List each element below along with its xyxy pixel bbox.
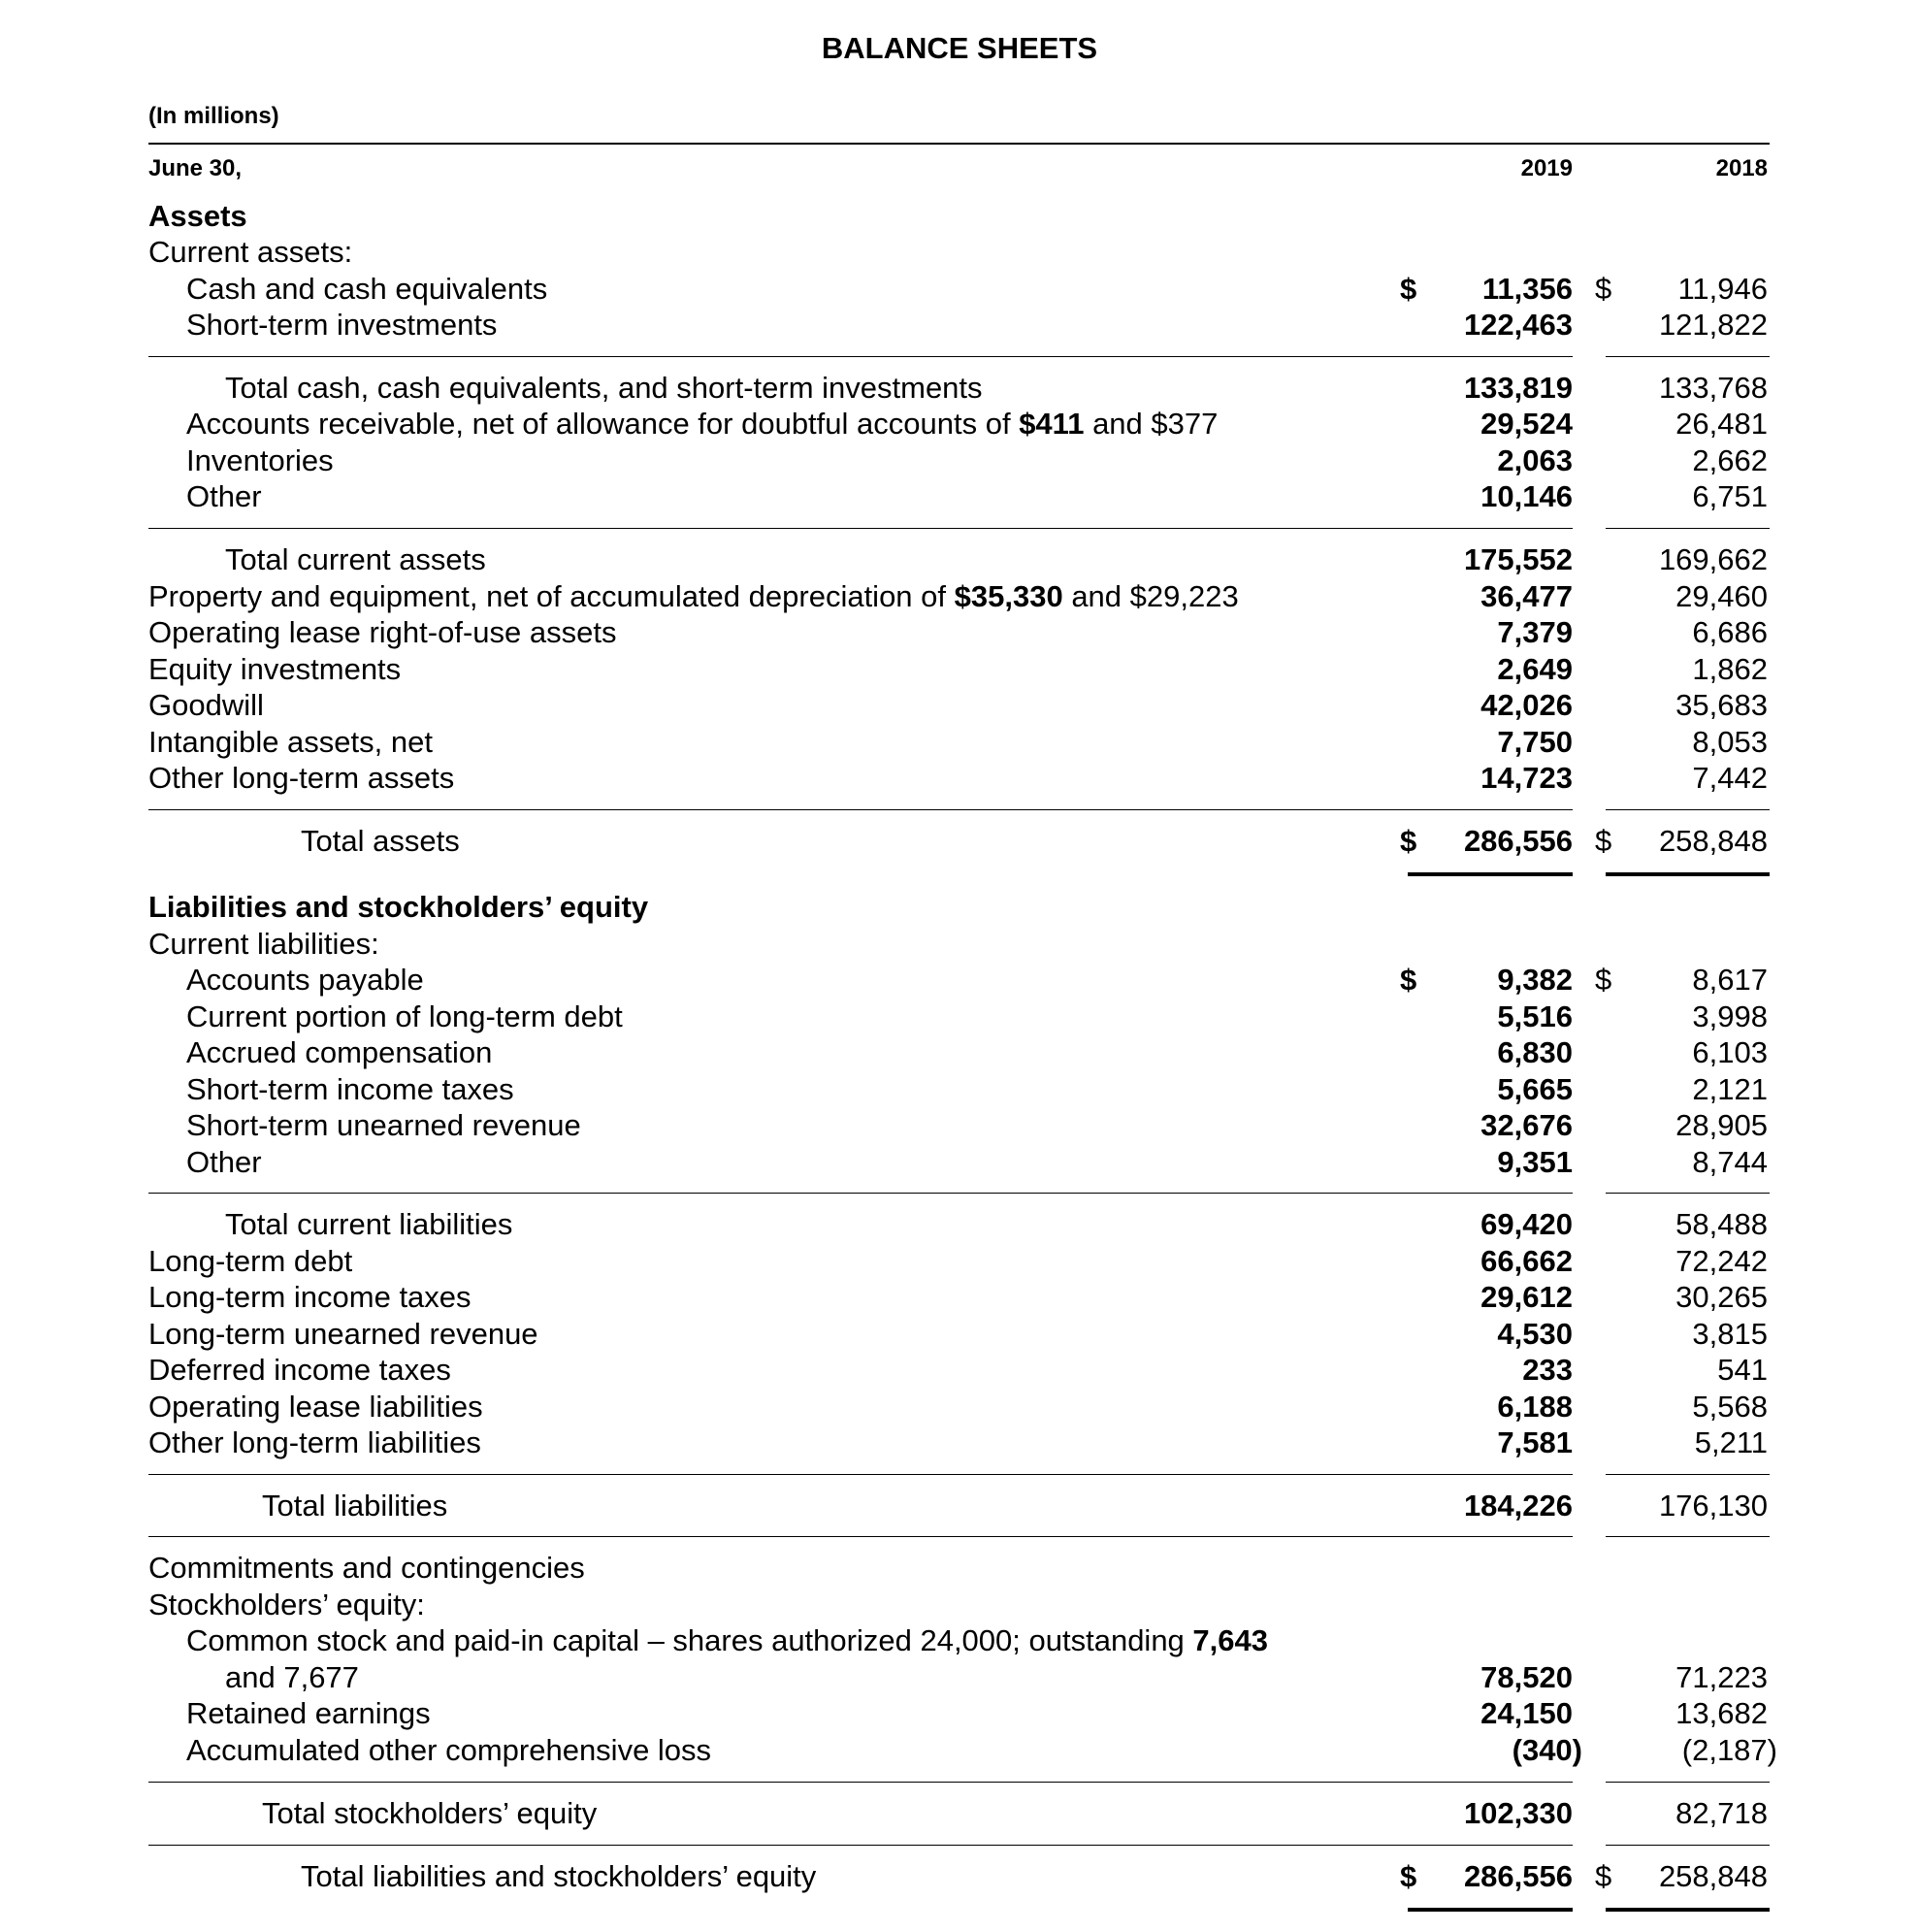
table-row bbox=[0, 724, 1919, 761]
value-2019: 286,556 bbox=[1463, 824, 1573, 858]
value-2019: 42,026 bbox=[1480, 688, 1573, 722]
value-2019: 29,612 bbox=[1480, 1280, 1573, 1314]
row-label bbox=[148, 578, 1239, 615]
table-row bbox=[0, 1622, 1919, 1659]
value-2018: 169,662 bbox=[1658, 542, 1768, 576]
table-row bbox=[0, 760, 1919, 797]
row-label: Accumulated other comprehensive loss bbox=[186, 1733, 712, 1767]
table-row bbox=[0, 307, 1919, 344]
value-2018: 258,848 bbox=[1658, 1859, 1768, 1893]
value-2018: 6,103 bbox=[1692, 1035, 1768, 1069]
row-label: Current liabilities: bbox=[148, 927, 379, 961]
table-row bbox=[0, 1424, 1919, 1461]
value-2019: 32,676 bbox=[1480, 1108, 1573, 1142]
divider bbox=[148, 1474, 1573, 1475]
label-part: Common stock and paid-in capital – shares authorized 24,000; outstanding bbox=[186, 1623, 1193, 1657]
total-underline bbox=[1408, 872, 1573, 876]
table-row bbox=[0, 1695, 1919, 1732]
table-row-total bbox=[0, 823, 1919, 860]
table-row bbox=[0, 1243, 1919, 1280]
row-label: Long-term debt bbox=[148, 1244, 353, 1278]
value-2019: 133,819 bbox=[1463, 371, 1573, 405]
divider bbox=[1606, 1474, 1770, 1475]
table-row bbox=[0, 442, 1919, 479]
divider bbox=[1606, 1536, 1770, 1537]
row-label: Other long-term assets bbox=[148, 761, 455, 795]
row-label: Total stockholders’ equity bbox=[262, 1796, 598, 1830]
value-2018: 82,718 bbox=[1675, 1796, 1768, 1830]
value-2018: 71,223 bbox=[1675, 1660, 1768, 1694]
row-label: Accrued compensation bbox=[186, 1035, 493, 1069]
table-row bbox=[0, 1732, 1919, 1769]
value-2019: 6,188 bbox=[1497, 1390, 1573, 1424]
value-2019: 66,662 bbox=[1480, 1244, 1573, 1278]
divider bbox=[148, 809, 1573, 810]
table-row bbox=[0, 1034, 1919, 1071]
value-2019: 5,516 bbox=[1497, 999, 1573, 1033]
label-part: Accounts receivable, net of allowance for doubtful accounts of bbox=[186, 407, 1020, 441]
value-2018: 5,568 bbox=[1692, 1390, 1768, 1424]
label-part: and $29,223 bbox=[1062, 579, 1239, 613]
row-label: Equity investments bbox=[148, 652, 402, 686]
row-label: Inventories bbox=[186, 443, 334, 477]
column-header-2018: 2018 bbox=[1715, 155, 1768, 181]
table-row bbox=[0, 578, 1919, 615]
value-2018: 28,905 bbox=[1675, 1108, 1768, 1142]
table-row bbox=[0, 999, 1919, 1035]
divider bbox=[148, 1193, 1573, 1194]
value-2019: 122,463 bbox=[1463, 308, 1573, 342]
value-2018: 258,848 bbox=[1658, 824, 1768, 858]
value-2019: 7,750 bbox=[1497, 725, 1573, 759]
value-2018: 8,617 bbox=[1692, 963, 1768, 997]
value-2019: 9,351 bbox=[1497, 1145, 1573, 1179]
row-label: Deferred income taxes bbox=[148, 1353, 451, 1387]
value-2019: 286,556 bbox=[1463, 1859, 1573, 1893]
value-2018: 7,442 bbox=[1692, 761, 1768, 795]
row-label: Intangible assets, net bbox=[148, 725, 433, 759]
subheading-current-liabilities bbox=[0, 926, 1919, 963]
value-2019: 36,477 bbox=[1480, 579, 1573, 613]
table-row bbox=[0, 1071, 1919, 1108]
total-underline bbox=[1606, 872, 1770, 876]
divider bbox=[1606, 528, 1770, 529]
value-2019: 24,150 bbox=[1480, 1696, 1573, 1730]
row-label bbox=[186, 406, 1218, 442]
table-row bbox=[0, 271, 1919, 308]
divider bbox=[148, 528, 1573, 529]
row-label: Total liabilities and stockholders’ equity bbox=[301, 1859, 817, 1893]
row-label: Operating lease right-of-use assets bbox=[148, 615, 617, 649]
table-row-total bbox=[0, 1795, 1919, 1832]
value-2019: 78,520 bbox=[1480, 1660, 1573, 1694]
value-2019: (340) bbox=[1512, 1733, 1582, 1767]
value-2019: 233 bbox=[1522, 1353, 1573, 1387]
value-2018: 2,121 bbox=[1692, 1072, 1768, 1106]
row-label: Operating lease liabilities bbox=[148, 1390, 483, 1424]
date-header: June 30, bbox=[148, 155, 243, 181]
table-row-total bbox=[0, 1488, 1919, 1524]
row-label: Total current assets bbox=[225, 542, 486, 576]
value-2019: 29,524 bbox=[1480, 407, 1573, 441]
table-row bbox=[0, 1389, 1919, 1425]
value-2018: 6,686 bbox=[1692, 615, 1768, 649]
value-2019: 7,581 bbox=[1497, 1425, 1573, 1459]
value-2019: 184,226 bbox=[1463, 1489, 1573, 1523]
dollar-sign: $ bbox=[1400, 272, 1417, 306]
value-2018: 176,130 bbox=[1658, 1489, 1768, 1523]
row-label: Other long-term liabilities bbox=[148, 1425, 481, 1459]
divider bbox=[1606, 809, 1770, 810]
table-row bbox=[0, 1316, 1919, 1353]
label-part-bold: $411 bbox=[1019, 407, 1085, 441]
row-label: Short-term income taxes bbox=[186, 1072, 514, 1106]
value-2018: 8,744 bbox=[1692, 1145, 1768, 1179]
dollar-sign: $ bbox=[1400, 824, 1417, 858]
dollar-sign: $ bbox=[1400, 963, 1417, 997]
value-2019: 7,379 bbox=[1497, 615, 1573, 649]
divider bbox=[1606, 356, 1770, 357]
dollar-sign: $ bbox=[1400, 1859, 1417, 1893]
value-2018: 133,768 bbox=[1658, 371, 1768, 405]
table-row bbox=[0, 687, 1919, 724]
row-label: Total cash, cash equivalents, and short-term investments bbox=[225, 371, 983, 405]
row-label: Short-term investments bbox=[186, 308, 498, 342]
value-2018: 3,998 bbox=[1692, 999, 1768, 1033]
value-2018: 13,682 bbox=[1675, 1696, 1768, 1730]
row-label: Total assets bbox=[301, 824, 460, 858]
row-label: Other bbox=[186, 1145, 262, 1179]
units-note: (In millions) bbox=[148, 103, 279, 129]
dollar-sign: $ bbox=[1595, 1859, 1612, 1893]
value-2019: 9,382 bbox=[1497, 963, 1573, 997]
section-label: Assets bbox=[148, 199, 247, 233]
section-heading-assets bbox=[0, 198, 1919, 235]
table-row bbox=[0, 1659, 1919, 1696]
row-label: Current portion of long-term debt bbox=[186, 999, 623, 1033]
divider bbox=[148, 1782, 1573, 1783]
subheading-current-assets bbox=[0, 234, 1919, 271]
divider bbox=[1606, 1782, 1770, 1783]
value-2018: 3,815 bbox=[1692, 1317, 1768, 1351]
row-label: Total liabilities bbox=[262, 1489, 448, 1523]
dollar-sign: $ bbox=[1595, 963, 1612, 997]
row-label: Retained earnings bbox=[186, 1696, 431, 1730]
row-label: Goodwill bbox=[148, 688, 264, 722]
label-part: and $377 bbox=[1084, 407, 1219, 441]
row-label: Other bbox=[186, 479, 262, 513]
divider bbox=[1606, 1845, 1770, 1846]
value-2018: 30,265 bbox=[1675, 1280, 1768, 1314]
row-label: Long-term unearned revenue bbox=[148, 1317, 538, 1351]
value-2018: 35,683 bbox=[1675, 688, 1768, 722]
value-2018: 72,242 bbox=[1675, 1244, 1768, 1278]
value-2018: 6,751 bbox=[1692, 479, 1768, 513]
row-label: Stockholders’ equity: bbox=[148, 1588, 425, 1621]
row-label: Cash and cash equivalents bbox=[186, 272, 548, 306]
value-2018: 8,053 bbox=[1692, 725, 1768, 759]
value-2019: 175,552 bbox=[1463, 542, 1573, 576]
value-2018: 26,481 bbox=[1675, 407, 1768, 441]
table-row bbox=[0, 370, 1919, 407]
value-2018: 5,211 bbox=[1694, 1425, 1768, 1459]
value-2019: 2,063 bbox=[1497, 443, 1573, 477]
table-row bbox=[0, 1144, 1919, 1181]
value-2018: (2,187) bbox=[1681, 1733, 1777, 1767]
divider bbox=[148, 1845, 1573, 1846]
row-label: Total current liabilities bbox=[225, 1207, 513, 1241]
value-2018: 541 bbox=[1717, 1353, 1768, 1387]
row-label: Commitments and contingencies bbox=[148, 1551, 585, 1585]
dollar-sign: $ bbox=[1595, 824, 1612, 858]
row-label: Current assets: bbox=[148, 235, 353, 269]
label-part: Property and equipment, net of accumulated depreciation of bbox=[148, 579, 955, 613]
table-row bbox=[0, 1352, 1919, 1389]
value-2018: 2,662 bbox=[1692, 443, 1768, 477]
row-label: Long-term income taxes bbox=[148, 1280, 472, 1314]
row-label: Short-term unearned revenue bbox=[186, 1108, 581, 1142]
table-row bbox=[0, 1279, 1919, 1316]
value-2018: 11,946 bbox=[1677, 272, 1768, 306]
value-2019: 10,146 bbox=[1480, 479, 1573, 513]
row-label: and 7,677 bbox=[225, 1660, 359, 1694]
value-2019: 4,530 bbox=[1497, 1317, 1573, 1351]
divider bbox=[148, 1536, 1573, 1537]
total-underline bbox=[1408, 1908, 1573, 1912]
table-row bbox=[0, 541, 1919, 578]
total-underline bbox=[1606, 1908, 1770, 1912]
commitments-row bbox=[0, 1550, 1919, 1587]
table-row bbox=[0, 614, 1919, 651]
column-header-2019: 2019 bbox=[1520, 155, 1573, 181]
value-2019: 102,330 bbox=[1463, 1796, 1573, 1830]
table-row bbox=[0, 651, 1919, 688]
value-2019: 5,665 bbox=[1497, 1072, 1573, 1106]
value-2019: 11,356 bbox=[1481, 272, 1573, 306]
table-row bbox=[0, 962, 1919, 999]
subheading-stockholders-equity bbox=[0, 1587, 1919, 1623]
value-2019: 69,420 bbox=[1480, 1207, 1573, 1241]
divider bbox=[1606, 1193, 1770, 1194]
dollar-sign: $ bbox=[1595, 272, 1612, 306]
table-row-grand-total bbox=[0, 1858, 1919, 1895]
value-2019: 2,649 bbox=[1497, 652, 1573, 686]
section-label: Liabilities and stockholders’ equity bbox=[148, 890, 649, 924]
value-2018: 29,460 bbox=[1675, 579, 1768, 613]
value-2019: 6,830 bbox=[1497, 1035, 1573, 1069]
label-part-bold: 7,643 bbox=[1192, 1623, 1268, 1657]
value-2018: 1,862 bbox=[1692, 652, 1768, 686]
label-part-bold: $35,330 bbox=[954, 579, 1063, 613]
divider bbox=[148, 356, 1573, 357]
row-label bbox=[186, 1622, 1268, 1659]
table-row bbox=[0, 1206, 1919, 1243]
value-2018: 121,822 bbox=[1658, 308, 1768, 342]
table-row bbox=[0, 406, 1919, 442]
table-row bbox=[0, 478, 1919, 515]
section-heading-liabilities bbox=[0, 889, 1919, 926]
row-label: Accounts payable bbox=[186, 963, 424, 997]
page-title: BALANCE SHEETS bbox=[821, 31, 1098, 65]
value-2018: 58,488 bbox=[1675, 1207, 1768, 1241]
value-2019: 14,723 bbox=[1480, 761, 1573, 795]
table-row bbox=[0, 1107, 1919, 1144]
header-rule bbox=[148, 143, 1770, 145]
